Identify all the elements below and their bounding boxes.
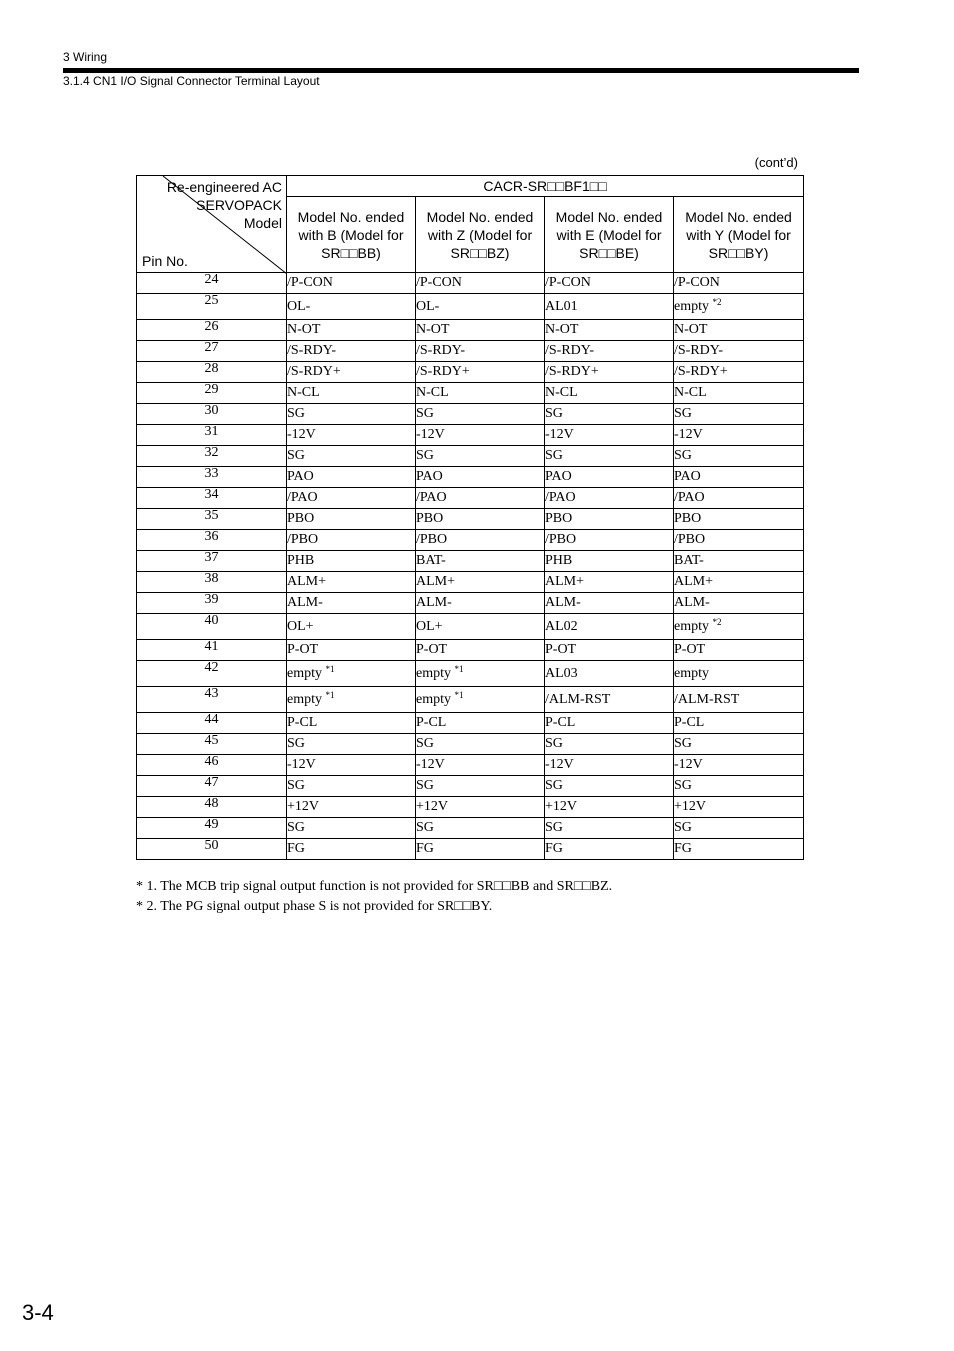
table-row <box>137 551 804 572</box>
table-row <box>137 614 804 640</box>
signal-cell <box>545 320 674 341</box>
signal-name: N-CL <box>674 385 707 400</box>
table-body <box>137 273 804 860</box>
signal-name: SG <box>674 820 692 835</box>
signal-name: /S-RDY+ <box>287 364 341 379</box>
table-row <box>137 341 804 362</box>
signal-cell <box>287 713 416 734</box>
signal-name: -12V <box>674 427 703 442</box>
signal-cell <box>287 551 416 572</box>
signal-cell <box>545 593 674 614</box>
pin-number: 45 <box>137 734 287 755</box>
signal-name: /P-CON <box>674 275 720 290</box>
signal-cell <box>545 713 674 734</box>
signal-name: AL02 <box>545 618 578 634</box>
signal-cell <box>416 640 545 661</box>
footnotes <box>136 877 612 917</box>
pin-number: 34 <box>137 488 287 509</box>
signal-cell <box>287 273 416 294</box>
signal-cell <box>287 614 416 640</box>
table-row <box>137 755 804 776</box>
pin-number: 25 <box>137 294 287 320</box>
signal-cell <box>545 797 674 818</box>
table-row <box>137 467 804 488</box>
table-row <box>137 818 804 839</box>
table-row <box>137 404 804 425</box>
signal-cell <box>416 446 545 467</box>
footnote-mark: *1 <box>454 663 464 674</box>
signal-cell <box>287 509 416 530</box>
pin-number: 49 <box>137 818 287 839</box>
signal-name: SG <box>545 406 563 421</box>
signal-cell <box>416 776 545 797</box>
pin-number: 38 <box>137 572 287 593</box>
signal-name: -12V <box>416 757 445 772</box>
signal-cell <box>545 488 674 509</box>
signal-cell <box>545 551 674 572</box>
table-row <box>137 572 804 593</box>
pin-number: 32 <box>137 446 287 467</box>
signal-cell <box>674 488 804 509</box>
table-row <box>137 797 804 818</box>
signal-cell <box>674 294 804 320</box>
signal-cell <box>545 818 674 839</box>
signal-name: FG <box>674 841 692 856</box>
signal-cell <box>545 467 674 488</box>
pin-number: 26 <box>137 320 287 341</box>
signal-name: PAO <box>674 469 701 484</box>
signal-cell <box>287 404 416 425</box>
signal-cell <box>416 797 545 818</box>
signal-name: -12V <box>416 427 445 442</box>
signal-name: N-CL <box>287 385 320 400</box>
signal-name: SG <box>545 778 563 793</box>
signal-name: empty <box>287 691 322 707</box>
pin-number: 40 <box>137 614 287 640</box>
pin-number: 27 <box>137 341 287 362</box>
signal-cell <box>674 755 804 776</box>
signal-name: SG <box>674 406 692 421</box>
signal-name: P-CL <box>674 715 705 730</box>
signal-name: SG <box>545 736 563 751</box>
signal-cell <box>674 341 804 362</box>
pin-number: 41 <box>137 640 287 661</box>
signal-cell <box>674 713 804 734</box>
footnote-mark: *1 <box>325 689 335 700</box>
signal-name: SG <box>287 736 305 751</box>
signal-name: -12V <box>545 757 574 772</box>
table-row <box>137 530 804 551</box>
continued-label: (cont’d) <box>754 155 798 170</box>
signal-cell <box>545 404 674 425</box>
pin-number: 24 <box>137 273 287 294</box>
signal-name: BAT- <box>674 553 704 568</box>
signal-name: FG <box>545 841 563 856</box>
signal-name: P-CL <box>545 715 576 730</box>
signal-cell <box>674 509 804 530</box>
pin-number: 50 <box>137 839 287 860</box>
pin-number: 47 <box>137 776 287 797</box>
signal-cell <box>416 341 545 362</box>
signal-name: PBO <box>416 511 444 526</box>
footnote-2: * 2. The PG signal output phase S is not provided for SR□□BY. <box>136 899 493 914</box>
footnote-1: * 1. The MCB trip signal output function is not provided for SR□□BB and SR□□BZ. <box>136 879 613 894</box>
signal-name: /PBO <box>545 532 577 547</box>
table-row <box>137 320 804 341</box>
signal-name: empty <box>674 618 709 634</box>
signal-name: SG <box>416 448 434 463</box>
signal-name: /ALM-RST <box>545 691 611 707</box>
signal-name: PAO <box>416 469 443 484</box>
table-row <box>137 776 804 797</box>
signal-cell <box>545 294 674 320</box>
signal-name: /S-RDY+ <box>545 364 599 379</box>
signal-name: -12V <box>545 427 574 442</box>
signal-cell <box>416 488 545 509</box>
signal-cell <box>416 839 545 860</box>
signal-name: SG <box>416 820 434 835</box>
signal-cell <box>416 713 545 734</box>
signal-cell <box>545 755 674 776</box>
signal-name: AL01 <box>545 298 578 314</box>
footnote-mark: *2 <box>712 616 722 627</box>
table-row <box>137 593 804 614</box>
signal-name: /PAO <box>674 490 705 505</box>
signal-name: N-OT <box>545 322 579 337</box>
signal-name: empty <box>416 665 451 681</box>
column-header-y: Model No. ended with Y (Model for SR□□BY) <box>674 197 804 273</box>
signal-cell <box>287 755 416 776</box>
signal-cell <box>674 425 804 446</box>
signal-name: ALM+ <box>287 574 327 589</box>
signal-cell <box>545 614 674 640</box>
signal-name: FG <box>287 841 305 856</box>
signal-name: SG <box>545 820 563 835</box>
signal-cell <box>416 551 545 572</box>
signal-cell <box>545 509 674 530</box>
signal-cell <box>674 687 804 713</box>
signal-name: P-OT <box>416 642 448 657</box>
signal-name: +12V <box>416 799 449 814</box>
signal-name: +12V <box>674 799 707 814</box>
signal-cell <box>416 661 545 687</box>
signal-name: /PAO <box>287 490 318 505</box>
signal-cell <box>287 593 416 614</box>
signal-cell <box>674 776 804 797</box>
column-header-e: Model No. ended with E (Model for SR□□BE) <box>545 197 674 273</box>
signal-cell <box>545 362 674 383</box>
signal-cell <box>674 614 804 640</box>
pin-number: 29 <box>137 383 287 404</box>
pin-layout-table <box>136 175 804 860</box>
signal-name: PBO <box>674 511 702 526</box>
signal-name: empty <box>674 665 709 681</box>
signal-name: /PBO <box>287 532 319 547</box>
signal-cell <box>416 404 545 425</box>
signal-name: /S-RDY+ <box>674 364 728 379</box>
table-row <box>137 839 804 860</box>
signal-name: /S-RDY- <box>416 343 466 358</box>
signal-name: N-OT <box>674 322 708 337</box>
signal-name: PBO <box>545 511 573 526</box>
table-row <box>137 734 804 755</box>
pin-number: 43 <box>137 687 287 713</box>
signal-cell <box>416 687 545 713</box>
signal-name: /PBO <box>674 532 706 547</box>
signal-cell <box>674 320 804 341</box>
pin-number: 39 <box>137 593 287 614</box>
signal-name: ALM- <box>545 595 581 610</box>
signal-cell <box>287 572 416 593</box>
signal-cell <box>287 488 416 509</box>
signal-name: OL- <box>287 298 311 314</box>
signal-cell <box>287 294 416 320</box>
signal-cell <box>416 593 545 614</box>
signal-name: -12V <box>287 427 316 442</box>
signal-name: ALM- <box>416 595 452 610</box>
signal-name: /S-RDY+ <box>416 364 470 379</box>
table-row <box>137 687 804 713</box>
table-row <box>137 294 804 320</box>
signal-name: SG <box>416 736 434 751</box>
pin-number: 36 <box>137 530 287 551</box>
signal-name: -12V <box>287 757 316 772</box>
signal-cell <box>674 383 804 404</box>
signal-cell <box>416 509 545 530</box>
signal-name: PAO <box>287 469 314 484</box>
signal-cell <box>287 530 416 551</box>
signal-cell <box>545 425 674 446</box>
corner-pin-label: Pin No. <box>142 253 188 269</box>
signal-name: OL+ <box>416 618 443 634</box>
signal-cell <box>545 734 674 755</box>
signal-cell <box>545 776 674 797</box>
table-row <box>137 273 804 294</box>
signal-name: -12V <box>674 757 703 772</box>
table-row <box>137 425 804 446</box>
signal-cell <box>545 446 674 467</box>
table-row <box>137 488 804 509</box>
table-row <box>137 509 804 530</box>
signal-name: P-OT <box>287 642 319 657</box>
signal-cell <box>287 776 416 797</box>
signal-cell <box>287 320 416 341</box>
signal-cell <box>416 614 545 640</box>
pin-number: 42 <box>137 661 287 687</box>
signal-name: N-CL <box>416 385 449 400</box>
signal-cell <box>287 797 416 818</box>
signal-cell <box>287 734 416 755</box>
signal-name: /ALM-RST <box>674 691 740 707</box>
signal-name: N-OT <box>416 322 450 337</box>
signal-name: /PBO <box>416 532 448 547</box>
signal-cell <box>287 687 416 713</box>
signal-cell <box>674 273 804 294</box>
pin-number: 44 <box>137 713 287 734</box>
table-row <box>137 640 804 661</box>
signal-cell <box>674 593 804 614</box>
signal-cell <box>545 661 674 687</box>
signal-name: ALM- <box>674 595 710 610</box>
signal-name: ALM+ <box>674 574 714 589</box>
signal-cell <box>545 839 674 860</box>
signal-cell <box>287 839 416 860</box>
signal-name: /P-CON <box>545 275 591 290</box>
signal-name: FG <box>416 841 434 856</box>
chapter-header: 3 Wiring <box>63 50 108 64</box>
signal-name: PHB <box>287 553 315 568</box>
signal-name: /S-RDY- <box>287 343 337 358</box>
signal-name: AL03 <box>545 665 578 681</box>
signal-cell <box>674 661 804 687</box>
signal-cell <box>674 640 804 661</box>
signal-name: SG <box>287 820 305 835</box>
signal-cell <box>416 273 545 294</box>
signal-cell <box>287 467 416 488</box>
pin-number: 33 <box>137 467 287 488</box>
signal-cell <box>416 734 545 755</box>
signal-name: PAO <box>545 469 572 484</box>
signal-cell <box>674 734 804 755</box>
signal-cell <box>287 383 416 404</box>
signal-cell <box>416 572 545 593</box>
signal-cell <box>287 446 416 467</box>
signal-name: SG <box>674 778 692 793</box>
header-rule <box>63 68 859 73</box>
footnote-mark: *1 <box>454 689 464 700</box>
signal-name: SG <box>674 736 692 751</box>
signal-name: P-CL <box>416 715 447 730</box>
signal-cell <box>545 687 674 713</box>
signal-name: SG <box>416 778 434 793</box>
signal-name: SG <box>545 448 563 463</box>
corner-model-label: Re-engineered AC SERVOPACK Model <box>166 179 282 231</box>
signal-name: N-CL <box>545 385 578 400</box>
signal-cell <box>287 341 416 362</box>
signal-name: SG <box>416 406 434 421</box>
signal-cell <box>674 467 804 488</box>
signal-cell <box>416 294 545 320</box>
signal-name: SG <box>674 448 692 463</box>
signal-cell <box>416 467 545 488</box>
signal-cell <box>416 818 545 839</box>
pin-number: 28 <box>137 362 287 383</box>
pin-number: 30 <box>137 404 287 425</box>
signal-name: /P-CON <box>416 275 462 290</box>
signal-cell <box>545 640 674 661</box>
signal-name: /PAO <box>545 490 576 505</box>
signal-cell <box>416 320 545 341</box>
signal-cell <box>674 446 804 467</box>
signal-cell <box>674 551 804 572</box>
table-row <box>137 362 804 383</box>
column-header-z: Model No. ended with Z (Model for SR□□BZ) <box>416 197 545 273</box>
signal-name: /S-RDY- <box>545 343 595 358</box>
signal-cell <box>287 661 416 687</box>
pin-number: 46 <box>137 755 287 776</box>
signal-name: SG <box>287 778 305 793</box>
pin-number: 48 <box>137 797 287 818</box>
signal-cell <box>545 572 674 593</box>
table-row <box>137 446 804 467</box>
signal-cell <box>287 425 416 446</box>
signal-cell <box>416 755 545 776</box>
signal-cell <box>287 818 416 839</box>
signal-name: BAT- <box>416 553 446 568</box>
signal-name: SG <box>287 406 305 421</box>
section-header: 3.1.4 CN1 I/O Signal Connector Terminal Layout <box>63 74 320 88</box>
signal-cell <box>545 341 674 362</box>
signal-cell <box>674 404 804 425</box>
signal-name: P-OT <box>674 642 706 657</box>
pin-number: 37 <box>137 551 287 572</box>
signal-name: N-OT <box>287 322 321 337</box>
signal-cell <box>545 383 674 404</box>
signal-name: empty <box>287 665 322 681</box>
series-header: CACR-SR□□BF1□□ <box>287 176 804 197</box>
footnote-mark: *1 <box>325 663 335 674</box>
signal-cell <box>416 383 545 404</box>
signal-name: /P-CON <box>287 275 333 290</box>
column-header-b: Model No. ended with B (Model for SR□□BB) <box>287 197 416 273</box>
signal-cell <box>545 273 674 294</box>
signal-name: OL+ <box>287 618 314 634</box>
signal-name: /S-RDY- <box>674 343 724 358</box>
signal-name: ALM- <box>287 595 323 610</box>
signal-name: ALM+ <box>416 574 456 589</box>
signal-name: ALM+ <box>545 574 585 589</box>
signal-cell <box>287 640 416 661</box>
signal-name: empty <box>416 691 451 707</box>
signal-cell <box>416 425 545 446</box>
signal-name: PHB <box>545 553 573 568</box>
signal-cell <box>416 362 545 383</box>
pin-number: 31 <box>137 425 287 446</box>
signal-name: /PAO <box>416 490 447 505</box>
signal-cell <box>674 839 804 860</box>
signal-cell <box>416 530 545 551</box>
signal-name: empty <box>674 298 709 314</box>
signal-cell <box>545 530 674 551</box>
table-row <box>137 661 804 687</box>
signal-name: P-OT <box>545 642 577 657</box>
signal-name: +12V <box>287 799 320 814</box>
table-row <box>137 713 804 734</box>
signal-name: P-CL <box>287 715 318 730</box>
table-row <box>137 383 804 404</box>
signal-cell <box>674 572 804 593</box>
signal-name: PBO <box>287 511 315 526</box>
signal-cell <box>674 530 804 551</box>
signal-name: OL- <box>416 298 440 314</box>
table-corner-header <box>137 176 287 273</box>
signal-cell <box>674 797 804 818</box>
signal-cell <box>287 362 416 383</box>
signal-name: SG <box>287 448 305 463</box>
pin-number: 35 <box>137 509 287 530</box>
signal-name: +12V <box>545 799 578 814</box>
signal-cell <box>674 818 804 839</box>
footnote-mark: *2 <box>712 296 722 307</box>
page-number: 3-4 <box>22 1300 54 1325</box>
signal-cell <box>674 362 804 383</box>
